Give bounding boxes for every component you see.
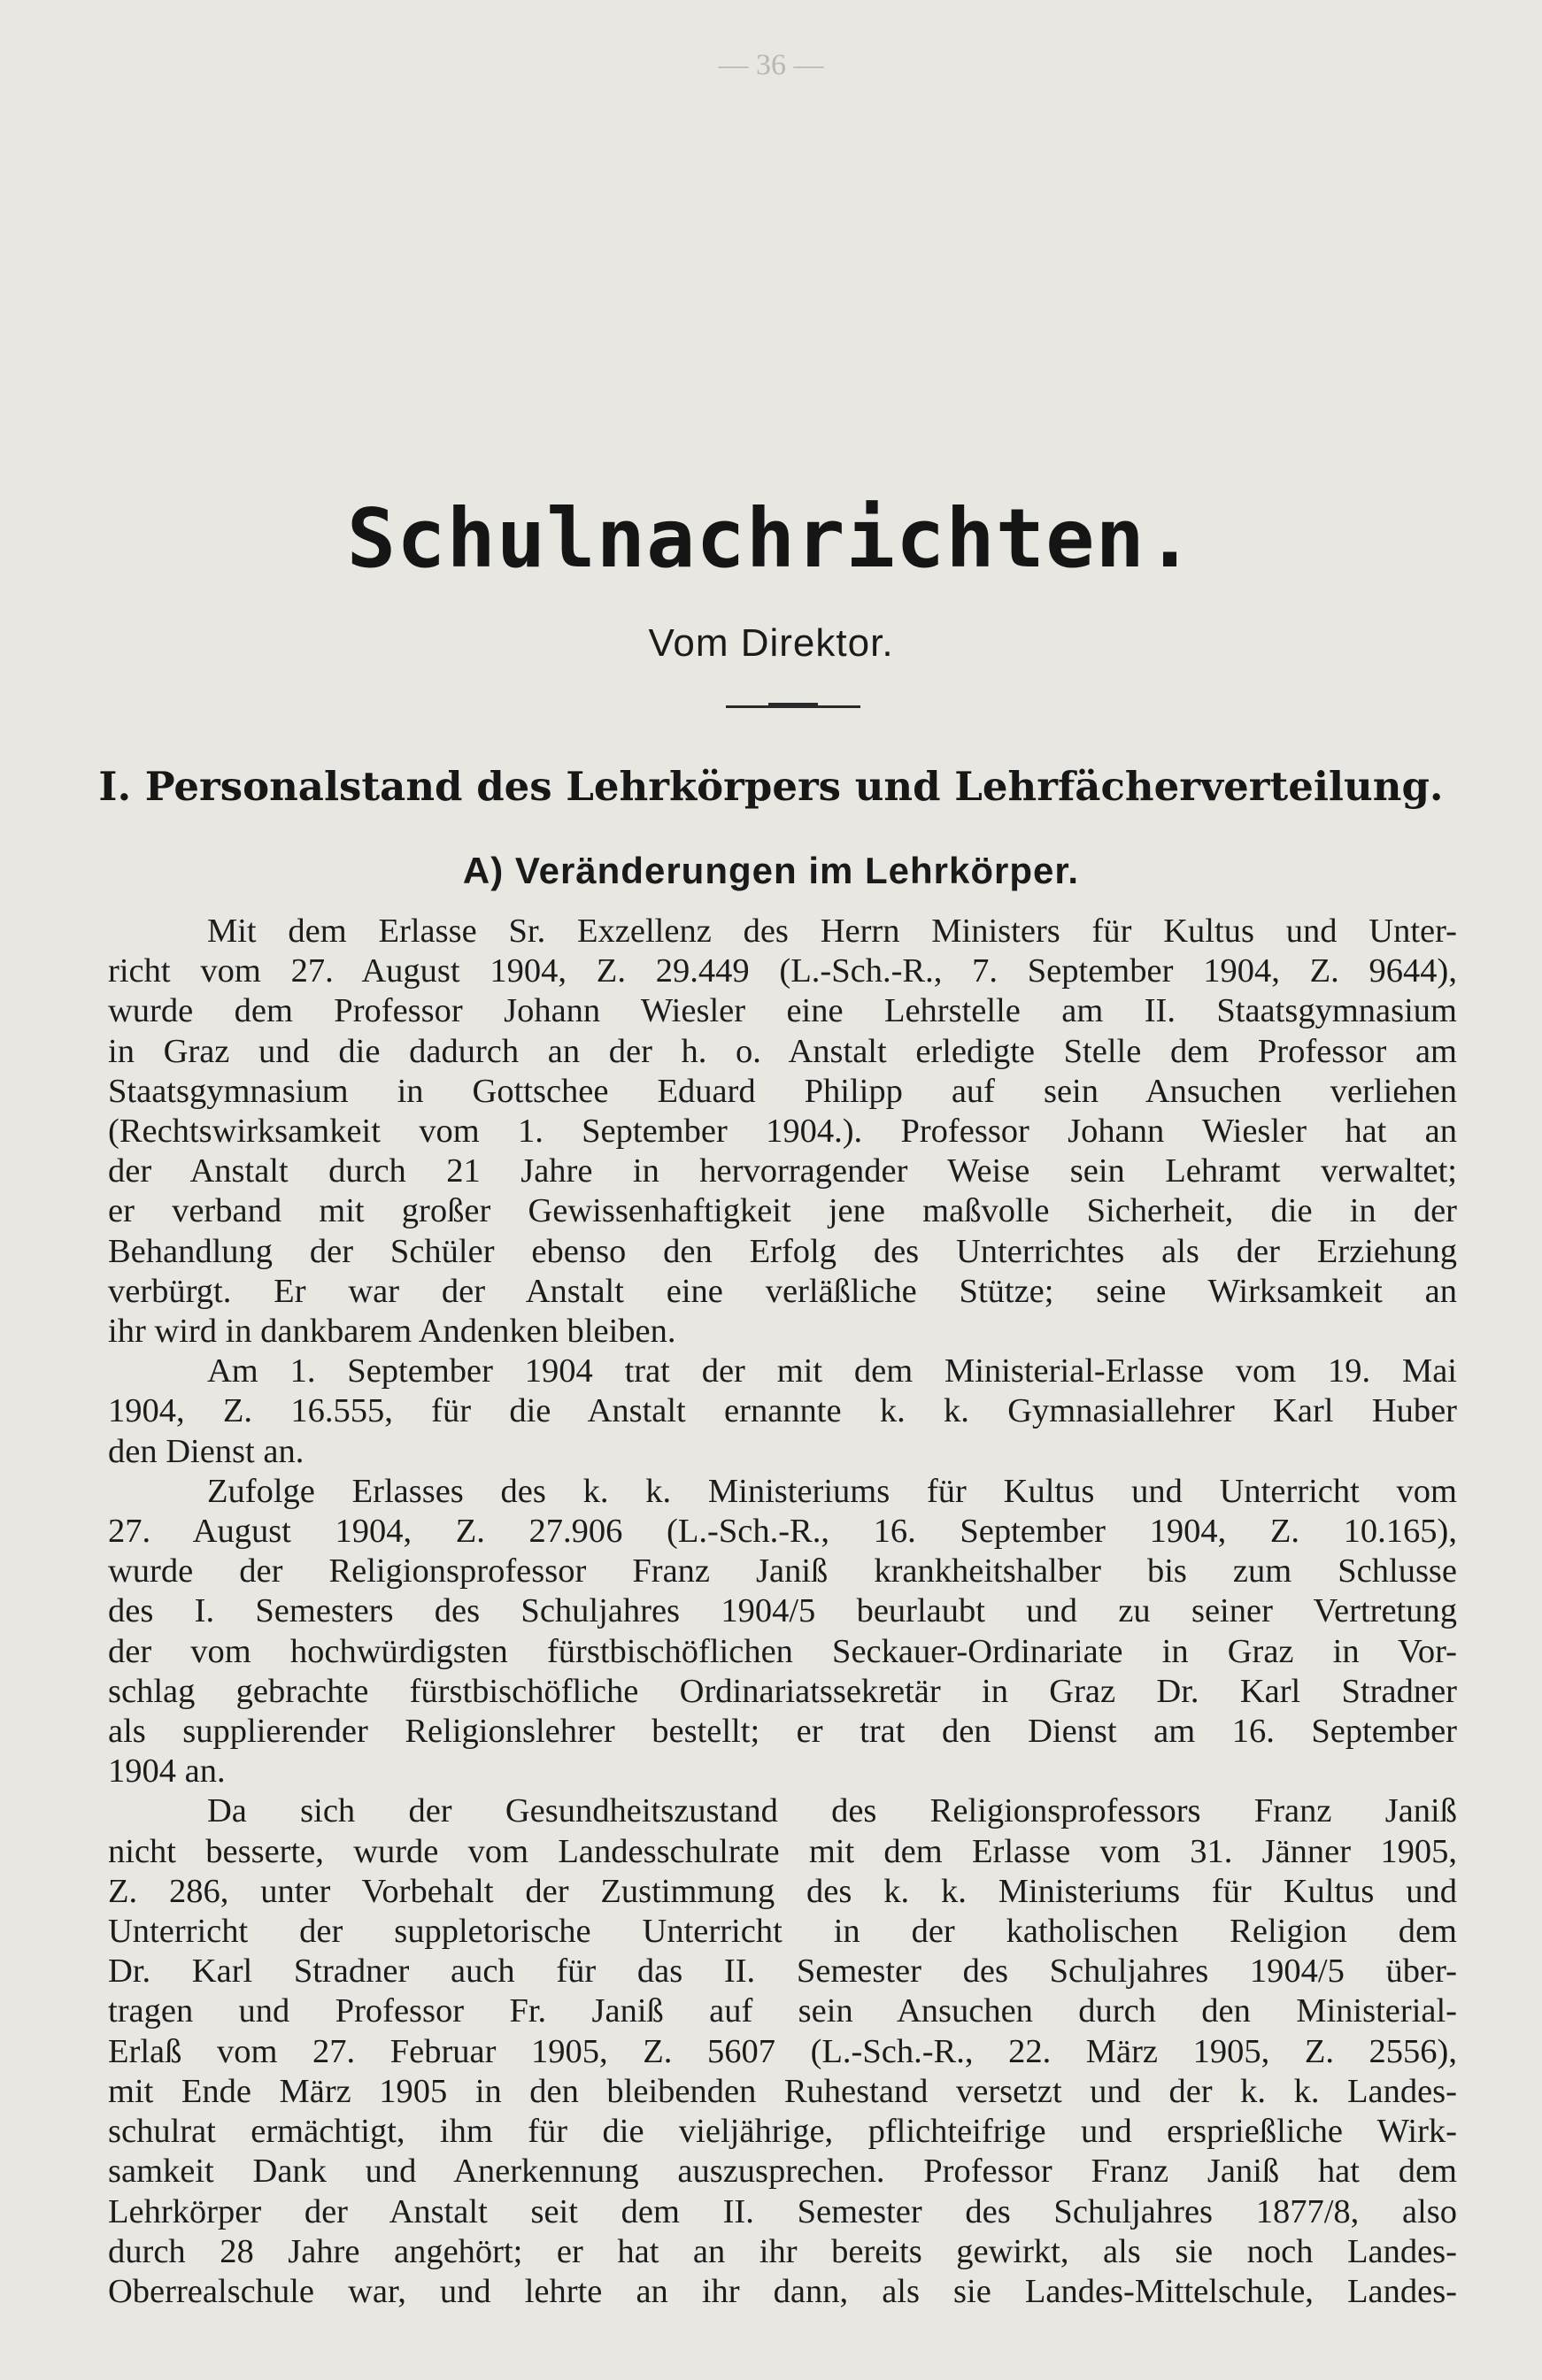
text-line: Mit dem Erlasse Sr. Exzellenz des Herrn Ministers für Kultus und Unter-: [207, 913, 1457, 950]
text-line: Lehrkörper der Anstalt seit dem II. Semester des Schuljahres 1877/8, also: [108, 2192, 1457, 2230]
text-line: Am 1. September 1904 trat der mit dem Ministerial-Erlasse vom 19. Mai: [207, 1352, 1457, 1390]
body-text: [108, 912, 1457, 2312]
text-line: wurde dem Professor Johann Wiesler eine Lehrstelle am II. Staatsgymnasium: [108, 992, 1457, 1030]
text-line: Dr. Karl Stradner auch für das II. Semester des Schuljahres 1904/5 über-: [108, 1953, 1457, 1991]
text-line: als supplierender Religionslehrer bestellt; er trat den Dienst am 16. September: [108, 1713, 1457, 1751]
main-title: Schulnachrichten.: [346, 491, 1196, 586]
text-line: Behandlung der Schüler ebenso den Erfolg des Unterrichtes als der Erziehung: [108, 1232, 1457, 1270]
text-line: durch 28 Jahre angehört; er hat an ihr bereits gewirkt, als sie noch Landes-: [108, 2232, 1457, 2270]
text-line: in Graz und die dadurch an der h. o. Anstalt erledigte Stelle dem Professor am: [108, 1032, 1457, 1070]
subsection-title: A) Veränderungen im Lehrkörper.: [462, 850, 1080, 891]
title-divider: [726, 705, 860, 708]
text-line: Oberrealschule war, und lehrte an ihr dann, als sie Landes-Mittelschule, Landes-: [108, 2272, 1457, 2310]
text-line: der vom hochwürdigsten fürstbischöflichen Seckauer-Ordinariate in Graz in Vor-: [108, 1632, 1457, 1670]
text-line: 1904, Z. 16.555, für die Anstalt ernannte k. k. Gymnasiallehrer Karl Huber: [108, 1392, 1457, 1430]
text-line: ihr wird in dankbarem Andenken bleiben.: [108, 1313, 676, 1351]
text-line: schulrat ermächtigt, ihm für die vieljährige, pflichteifrige und ersprießliche Wirk-: [108, 2113, 1457, 2151]
text-line: Zufolge Erlasses des k. k. Ministeriums für Kultus und Unterricht vom: [207, 1472, 1457, 1510]
text-line: Staatsgymnasium in Gottschee Eduard Philipp auf sein Ansuchen verliehen: [108, 1072, 1457, 1110]
text-line: Unterricht der suppletorische Unterricht in der katholischen Religion dem: [108, 1913, 1457, 1951]
text-line: Erlaß vom 27. Februar 1905, Z. 5607 (L.-Sch.-R., 22. März 1905, Z. 2556),: [108, 2032, 1457, 2070]
text-line: Z. 286, unter Vorbehalt der Zustimmung des k. k. Ministeriums für Kultus und: [108, 1872, 1457, 1910]
text-line: verbürgt. Er war der Anstalt eine verläßliche Stütze; seine Wirksamkeit an: [108, 1272, 1457, 1310]
text-line: des I. Semesters des Schuljahres 1904/5 beurlaubt und zu seiner Vertretung: [108, 1592, 1457, 1630]
text-line: er verband mit großer Gewissenhaftigkeit jene maßvolle Sicherheit, die in der: [108, 1192, 1457, 1230]
text-line: Da sich der Gesundheitszustand des Religionsprofessors Franz Janiß: [207, 1792, 1457, 1830]
text-line: richt vom 27. August 1904, Z. 29.449 (L.-Sch.-R., 7. September 1904, Z. 9644),: [108, 952, 1457, 990]
text-line: (Rechtswirksamkeit vom 1. September 1904.). Professor Johann Wiesler hat an: [108, 1113, 1457, 1151]
body-paragraphs: [108, 912, 1457, 2312]
text-line: samkeit Dank und Anerkennung auszusprechen. Professor Franz Janiß hat dem: [108, 2153, 1457, 2191]
text-line: mit Ende März 1905 in den bleibenden Ruhestand versetzt und der k. k. Landes-: [108, 2072, 1457, 2110]
text-line: tragen und Professor Fr. Janiß auf sein Ansuchen durch den Ministerial-: [108, 1992, 1457, 2030]
text-line: den Dienst an.: [108, 1432, 305, 1470]
page-number: — 36 —: [718, 49, 824, 81]
subtitle: Vom Direktor.: [648, 621, 894, 665]
text-line: der Anstalt durch 21 Jahre in hervorragender Weise sein Lehramt verwaltet;: [108, 1152, 1457, 1190]
text-line: wurde der Religionsprofessor Franz Janiß krankheitshalber bis zum Schlusse: [108, 1552, 1457, 1591]
text-line: 27. August 1904, Z. 27.906 (L.-Sch.-R., 16. September 1904, Z. 10.165),: [108, 1513, 1457, 1551]
text-line: nicht besserte, wurde vom Landesschulrate mit dem Erlasse vom 31. Jänner 1905,: [108, 1832, 1457, 1870]
text-line: 1904 an.: [108, 1752, 226, 1791]
section-title: I. Personalstand des Lehrkörpers und Lehrfächerverteilung.: [98, 763, 1444, 810]
text-line: schlag gebrachte fürstbischöfliche Ordinariatssekretär in Graz Dr. Karl Stradner: [108, 1672, 1457, 1710]
